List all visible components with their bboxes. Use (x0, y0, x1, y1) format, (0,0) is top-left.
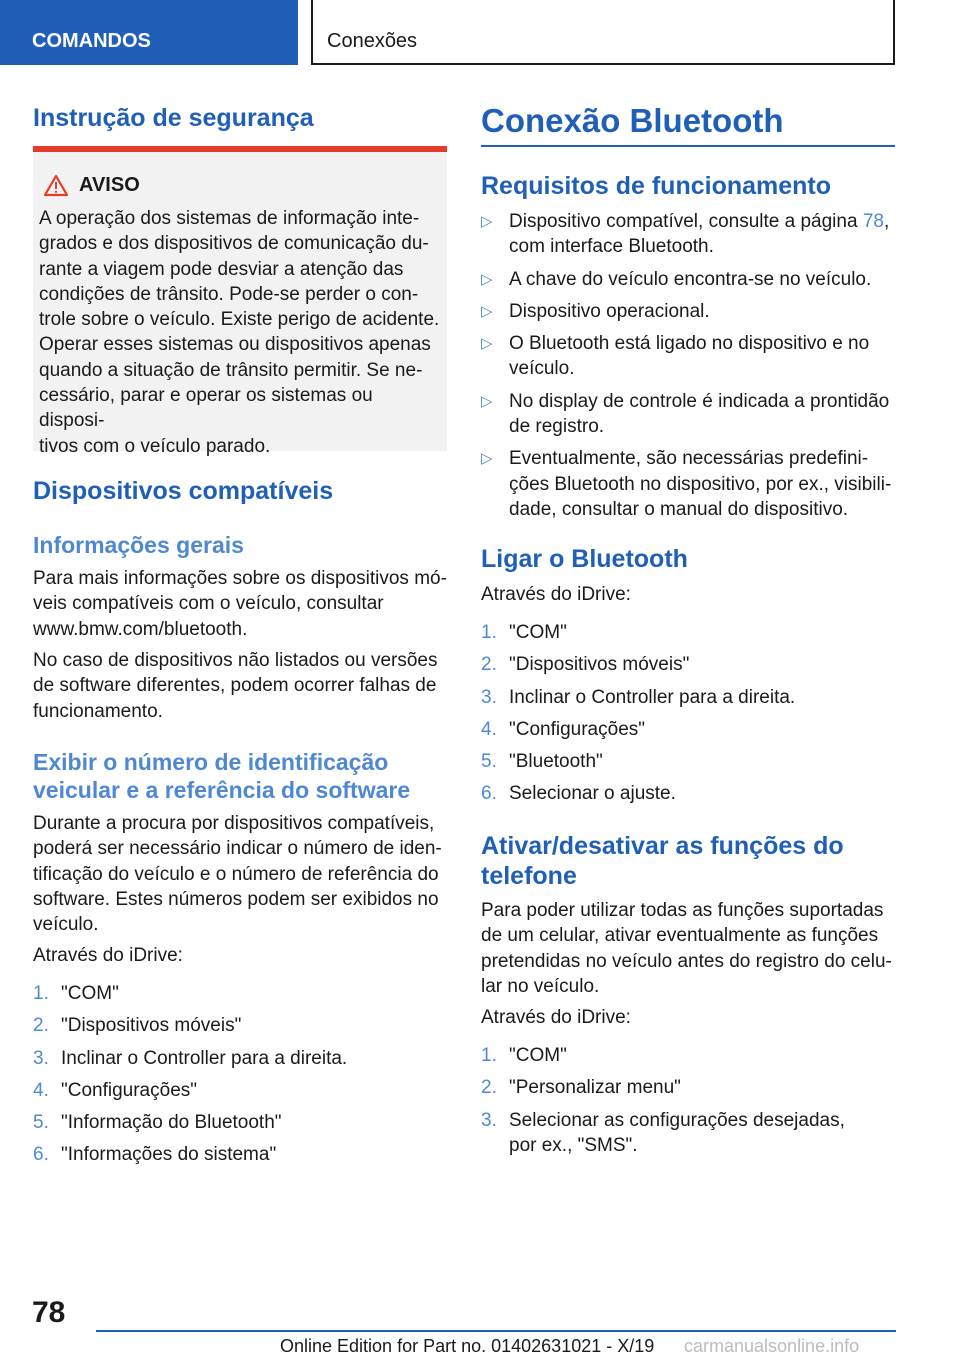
phone-steps-list (481, 1043, 895, 1165)
step-number: 1. (481, 1045, 497, 1066)
step-item (481, 652, 895, 677)
section-header-title: Conexões (311, 0, 895, 65)
requirement-item (481, 267, 895, 292)
step-number: 3. (481, 686, 497, 708)
step-text: Inclinar o Controller para a direita. (61, 1047, 348, 1069)
requirement-item (481, 299, 895, 324)
step-number: 6. (481, 783, 497, 805)
warning-box (33, 146, 447, 457)
vin-paragraph: Durante a procura por dispositivos compatíveis, poderá ser necessário indicar o número de iden- tificação do veículo e o número de referência do software. Estes números podem ser exibidos no veículo. (33, 813, 442, 936)
step-text: "COM" (509, 1045, 567, 1066)
requirement-text: No display de controle é indicada a prontidão de registro. (509, 390, 890, 438)
warning-header (43, 174, 140, 197)
requirement-text: O Bluetooth está ligado no dispositivo e no veículo. (509, 333, 870, 380)
requirement-text: Eventualmente, são necessárias predefini- ções Bluetooth no dispositivo, por ex., visibili- dade, consultar o manual do dispositivo. (509, 448, 892, 520)
general-info-heading: Informações gerais (33, 532, 244, 558)
step-item (481, 749, 895, 774)
step-text: "Dispositivos móveis" (61, 1015, 242, 1037)
step-number: 4. (481, 718, 497, 740)
step-item (481, 1075, 895, 1100)
step-item (481, 620, 895, 645)
requirement-text: Dispositivo compatível, consulte a página (509, 211, 863, 232)
step-text: Inclinar o Controller para a direita. (509, 686, 796, 708)
step-text: "Bluetooth" (509, 751, 603, 773)
triangle-right-icon: ▷ (481, 392, 493, 410)
step-item (33, 1078, 447, 1103)
step-text: "Informações do sistema" (61, 1144, 277, 1166)
step-item (481, 1043, 895, 1068)
warning-triangle-icon (43, 174, 69, 197)
page-link[interactable]: 78 (862, 211, 884, 232)
requirement-text: Dispositivo operacional. (509, 300, 710, 322)
step-item (33, 1142, 447, 1167)
step-item (481, 1108, 895, 1159)
step-text: "COM" (509, 622, 567, 643)
triangle-right-icon: ▷ (481, 270, 493, 288)
step-item (481, 717, 895, 742)
bt-via-idrive: Através do iDrive: (481, 584, 631, 605)
step-number: 1. (481, 622, 497, 643)
step-item (481, 781, 895, 806)
general-info-paragraph-2: No caso de dispositivos não listados ou versões de software diferentes, podem ocorrer falhas de funcionamento. (33, 650, 438, 722)
requirement-item (481, 389, 895, 440)
triangle-right-icon: ▷ (481, 335, 493, 353)
step-item (33, 1046, 447, 1071)
phone-paragraph: Para poder utilizar todas as funções suportadas de um celular, ativar eventualmente as funções pretendidas no veículo antes do registro do celu- lar no veículo. (481, 900, 892, 997)
step-number: 4. (33, 1079, 49, 1101)
vin-heading: Exibir o número de identificação veicular e a referência do software (33, 749, 411, 803)
vin-steps-list (33, 981, 447, 1175)
requirement-item (481, 209, 895, 260)
step-number: 5. (33, 1112, 49, 1134)
step-number: 2. (481, 654, 497, 676)
page-number: 78 (32, 1296, 66, 1329)
phone-via-idrive: Através do iDrive: (481, 1007, 631, 1028)
edition-text: Online Edition for Part no. 01402631021 - X/19 (280, 1336, 655, 1356)
step-text: "Configurações" (61, 1079, 198, 1101)
step-text: "Informação do Bluetooth" (61, 1112, 282, 1134)
step-number: 2. (33, 1015, 49, 1037)
triangle-right-icon: ▷ (481, 213, 493, 230)
enable-bluetooth-heading: Ligar o Bluetooth (481, 545, 688, 573)
triangle-right-icon: ▷ (481, 302, 493, 320)
step-text: Selecionar o ajuste. (509, 783, 676, 805)
requirements-heading: Requisitos de funcionamento (481, 172, 832, 200)
step-item (33, 1013, 447, 1038)
watermark: carmanualsonline.info (684, 1336, 860, 1356)
title-rule (481, 145, 895, 147)
triangle-right-icon: ▷ (481, 450, 493, 468)
step-item (33, 981, 447, 1006)
step-item (481, 685, 895, 710)
requirement-text: A chave do veículo encontra-se no veículo. (509, 268, 872, 290)
requirement-item (481, 331, 895, 382)
bluetooth-title: Conexão Bluetooth (481, 102, 784, 139)
warning-text: A operação dos sistemas de informação inte- grados e dos dispositivos de comunicação du- rante a viagem pode desviar a atenção das condições de trânsito. Pode-se perder o con- trole sobre o veículo. Existe perigo de acidente. Operar esses sistemas ou dispositivos apenas quando a situação de trânsito permitir. Se ne- cessário, parar e operar os sistemas ou disposi- tivos com o veículo parado. (39, 208, 440, 457)
step-item (33, 1110, 447, 1135)
safety-heading: Instrução de segurança (33, 104, 314, 132)
step-text: "COM" (61, 983, 119, 1004)
vin-via-idrive: Através do iDrive: (33, 945, 183, 966)
chapter-tab: COMANDOS (0, 0, 298, 65)
step-text: Selecionar as configurações desejadas, por ex., "SMS". (509, 1109, 845, 1156)
step-text: "Dispositivos móveis" (509, 654, 690, 676)
requirements-list (481, 209, 895, 529)
step-number: 3. (481, 1109, 497, 1131)
requirement-item (481, 446, 895, 522)
footer-rule (96, 1330, 896, 1332)
step-text: "Personalizar menu" (509, 1077, 681, 1099)
step-number: 6. (33, 1144, 49, 1166)
warning-label: AVISO (79, 174, 140, 196)
step-number: 1. (33, 983, 49, 1004)
step-number: 2. (481, 1077, 497, 1099)
compatible-devices-heading: Dispositivos compatíveis (33, 477, 334, 505)
step-text: "Configurações" (509, 718, 646, 740)
phone-functions-heading: Ativar/desativar as funções do telefone (481, 832, 844, 890)
bluetooth-steps-list (481, 620, 895, 814)
step-number: 3. (33, 1047, 49, 1069)
step-number: 5. (481, 751, 497, 773)
requirement-text-cont: , com interface Bluetooth. (509, 211, 890, 258)
general-info-paragraph-1: Para mais informações sobre os dispositivos mó- veis compatíveis com o veículo, consultar www.bmw.com/bluetooth. (33, 568, 447, 640)
